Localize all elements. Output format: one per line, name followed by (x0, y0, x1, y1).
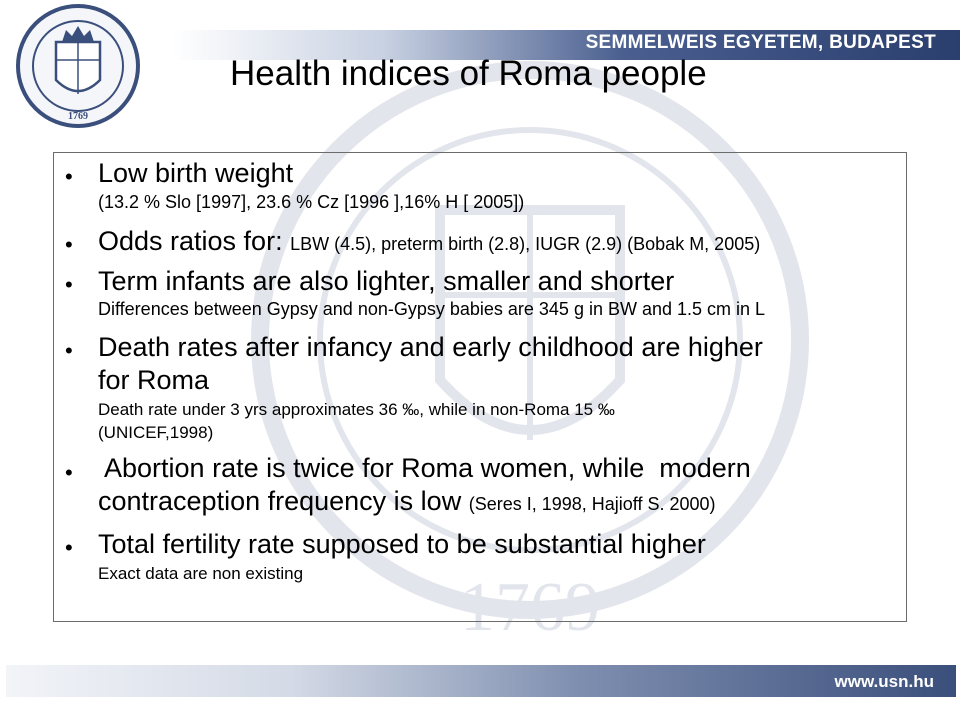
bullet-3-main: Term infants are also lighter, smaller and shorter (98, 266, 675, 296)
bullet-marker: • (65, 232, 73, 257)
bullet-2-figures: LBW (4.5), preterm birth (2.8), IUGR (2.9) (Bobak M, 2005) (290, 234, 761, 254)
svg-text:1769: 1769 (460, 569, 600, 646)
bullet-5-main-line-1: Abortion rate is twice for Roma women, while modern (98, 453, 751, 483)
bullet-4-detail-line-2: (UNICEF,1998) (98, 423, 214, 442)
footer-band (6, 665, 956, 697)
svg-text:1769: 1769 (68, 111, 88, 122)
bullet-marker: • (65, 535, 73, 560)
university-seal-logo (4, 2, 152, 130)
bullet-4-main-line-2: for Roma (98, 365, 210, 395)
bullet-5-citation: (Seres I, 1998, Hajioff S. 2000) (468, 494, 716, 514)
bullet-3-detail: Differences between Gypsy and non-Gypsy babies are 345 g in BW and 1.5 cm in L (98, 299, 766, 319)
bullet-4-detail-line-1: Death rate under 3 yrs approximates 36 ‰, while in non-Roma 15 ‰ (98, 400, 615, 419)
bullet-marker: • (65, 272, 73, 297)
bullet-marker: • (65, 460, 73, 485)
bullet-4-main-line-1: Death rates after infancy and early childhood are higher (98, 332, 763, 362)
bullet-2-main (98, 226, 760, 257)
university-name: SEMMELWEIS EGYETEM, BUDAPEST (585, 32, 936, 53)
bullet-5-lead: contraception frequency is low (98, 486, 469, 516)
bullet-6-main: Total fertility rate supposed to be substantial higher (98, 529, 706, 559)
bullet-marker: • (65, 164, 73, 189)
footer-url: www.usn.hu (834, 672, 934, 691)
bullet-marker: • (65, 338, 73, 363)
bullet-5-main-line-2 (98, 486, 716, 517)
slide-title: Health indices of Roma people (230, 54, 707, 93)
bullet-2-lead: Odds ratios for: (98, 226, 291, 256)
bullet-1-detail: (13.2 % Slo [1997], 23.6 % Cz [1996 ],16% H [ 2005]) (98, 192, 525, 212)
bullet-1-main: Low birth weight (98, 158, 294, 188)
bullet-6-detail: Exact data are non existing (98, 564, 304, 583)
